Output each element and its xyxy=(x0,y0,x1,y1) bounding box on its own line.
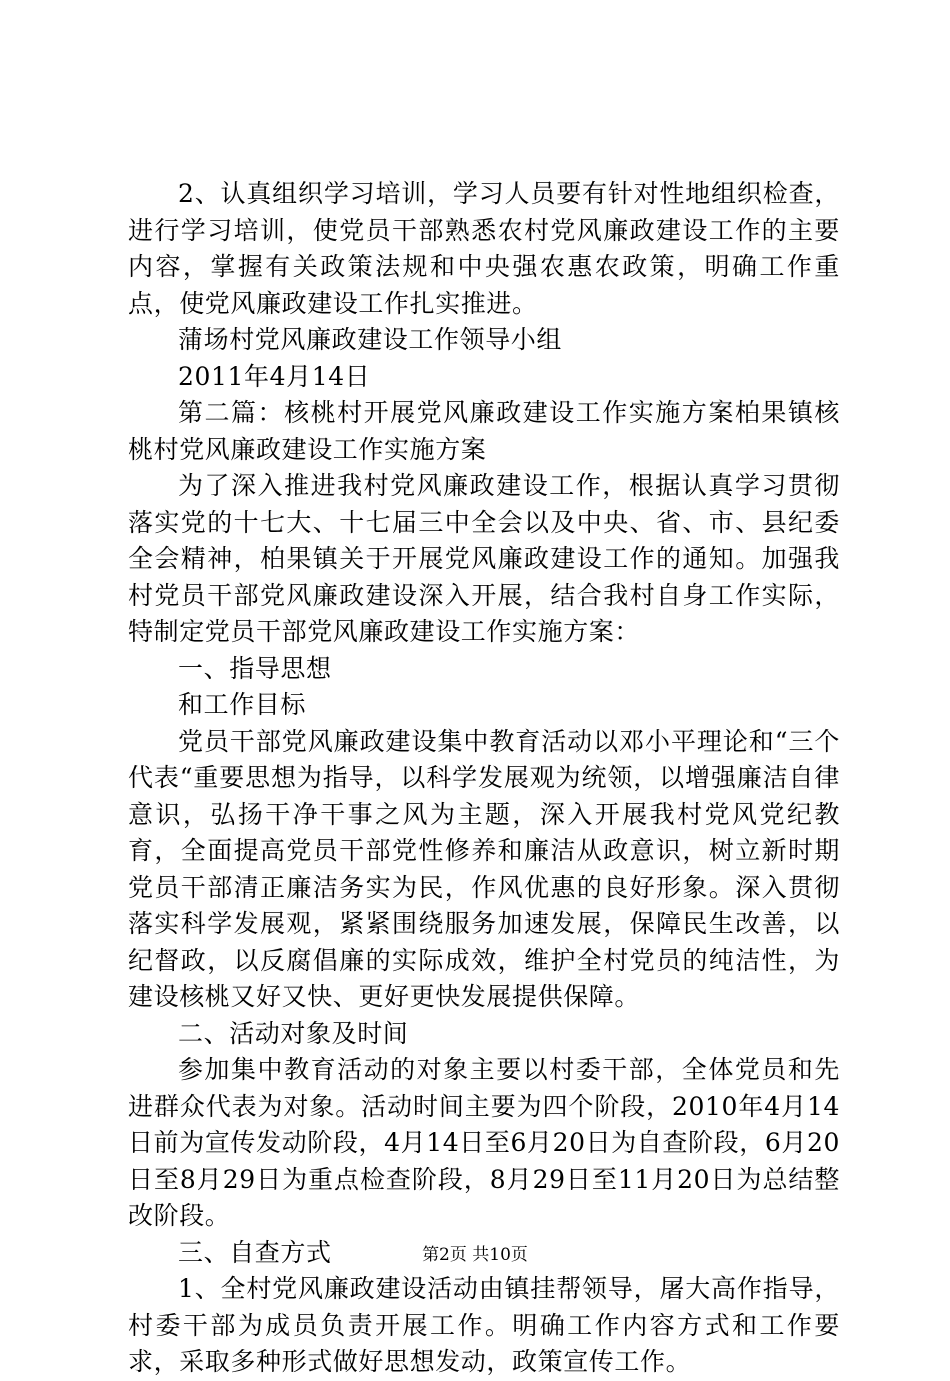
page-number-footer: 第2页 共10页 xyxy=(422,1245,528,1265)
paragraph-study-training: 2、认真组织学习培训，学习人员要有针对性地组织检查，进行学习培训，使党员干部熟悉农村党风廉政建设工作的主要内容，掌握有关政策法规和中央强农惠农政策，明确工作重点，使党风廉政建设工作扎实推进。 xyxy=(128,179,840,318)
signature-date: 2011年4月14日 xyxy=(178,361,371,391)
paragraph-intro: 为了深入推进我村党风廉政建设工作，根据认真学习贯彻落实党的十七大、十七届三中全会以及中央、省、市、县纪委全会精神，柏果镇关于开展党风廉政建设工作的通知。加强我村党员干部党风廉政建设深入开展，结合我村自身工作实际，特制定党员干部党风廉政建设工作实施方案： xyxy=(128,471,840,646)
section-heading-part-two: 第二篇：核桃村开展党风廉政建设工作实施方案柏果镇核桃村党风廉政建设工作实施方案 xyxy=(128,398,840,464)
heading-guiding-thought: 一、指导思想 xyxy=(178,653,332,683)
document-body xyxy=(128,176,840,1381)
paragraph-self-check: 1、全村党风廉政建设活动由镇挂帮领导，屠大高作指导，村委干部为成员负责开展工作。明确工作内容方式和工作要求，采取多种形式做好思想发动，政策宣传工作。 xyxy=(128,1274,840,1376)
heading-work-goal: 和工作目标 xyxy=(178,690,307,719)
heading-activity-targets: 二、活动对象及时间 xyxy=(178,1018,409,1048)
heading-self-check: 三、自查方式 xyxy=(178,1237,332,1267)
signature-group: 蒲场村党风廉政建设工作领导小组 xyxy=(178,325,563,354)
paragraph-activity-targets: 参加集中教育活动的对象主要以村委干部，全体党员和先进群众代表为对象。活动时间主要为四个阶段，2010年4月14日前为宣传发动阶段，4月14日至6月20日为自查阶段，6月20日至8月29日为重点检查阶段，8月29日至11月20日为总结整改阶段。 xyxy=(128,1055,840,1230)
paragraph-guiding-thought: 党员干部党风廉政建设集中教育活动以邓小平理论和“三个代表“重要思想为指导，以科学发展观为统领，以增强廉洁自律意识，弘扬干净干事之风为主题，深入开展我村党风党纪教育，全面提高党员干部党性修养和廉洁从政意识，树立新时期党员干部清正廉洁务实为民，作风优惠的良好形象。深入贯彻落实科学发展观，紧紧围绕服务加速发展，保障民生改善，以纪督政，以反腐倡廉的实际成效，维护全村党员的纯洁性，为建设核桃又好又快、更好更快发展提供保障。 xyxy=(128,726,840,1011)
